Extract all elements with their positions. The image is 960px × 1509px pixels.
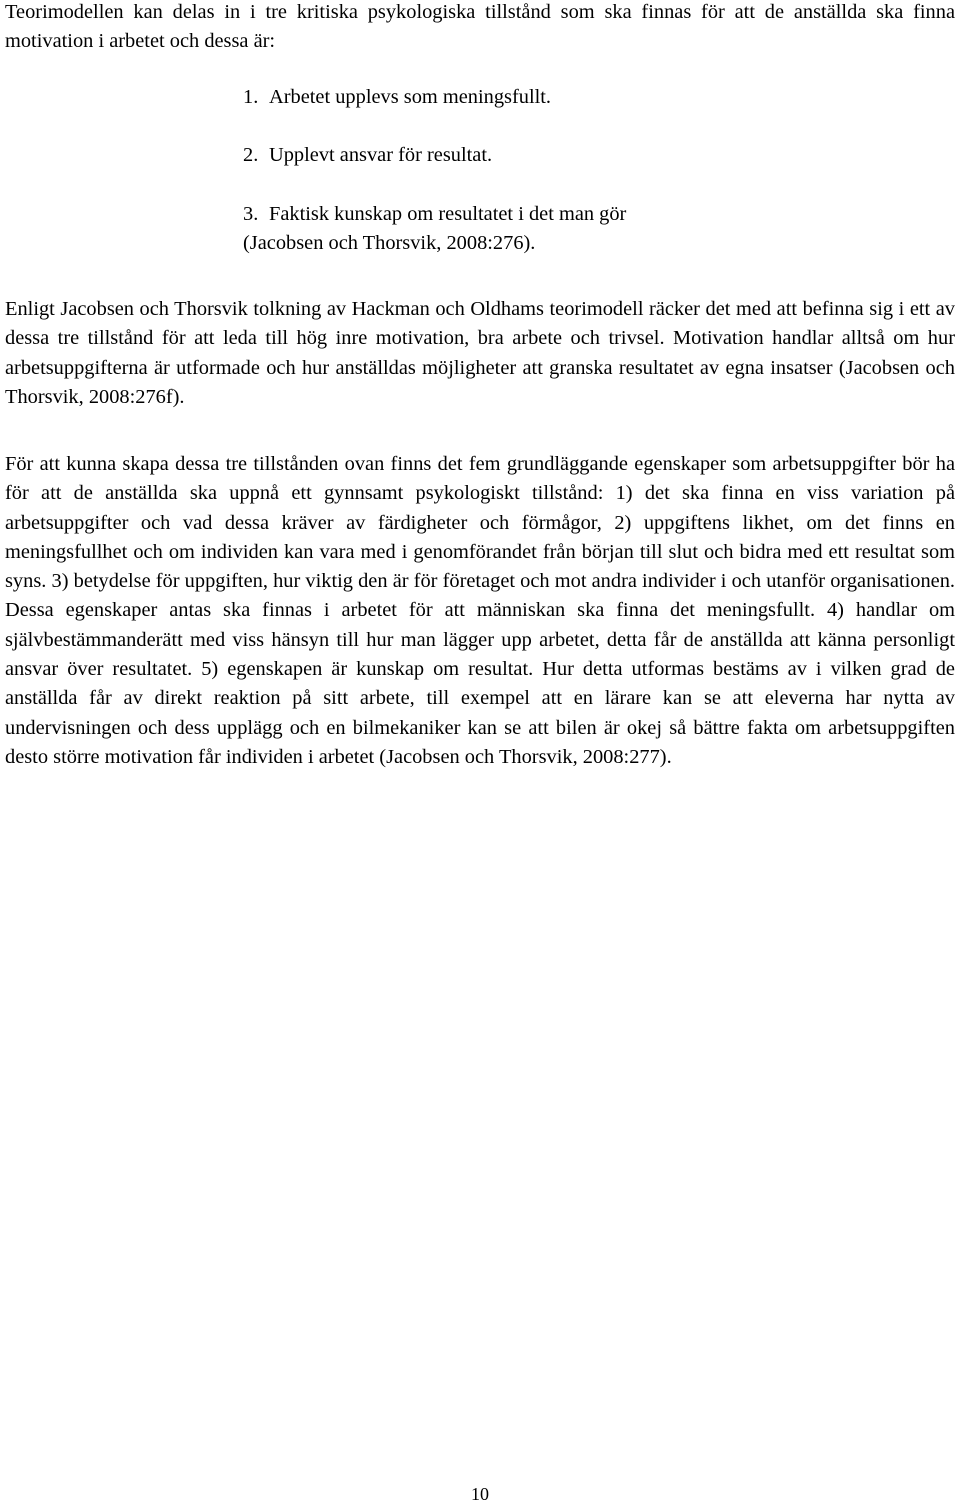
list-item-number: 3. — [243, 202, 259, 225]
list-item — [243, 83, 943, 112]
intro-paragraph: Teorimodellen kan delas in i tre kritiska psykologiska tillstånd som ska finnas för att de anställda ska finna motivation i arbetet och dessa är: — [5, 1, 955, 53]
list-item-text: Arbetet upplevs som meningsfullt. — [269, 86, 552, 108]
list-item — [243, 200, 943, 259]
list-item-number: 2. — [243, 144, 259, 167]
body-paragraph-3: För att kunna skapa dessa tre tillstånden ovan finns det fem grundläggande egenskaper som arbetsuppgifter bör ha för att de anställda ska uppnå ett gynnsamt psykologiskt tillstånd: 1) det ska finna en viss variation på arbetsuppgifter och vad dessa kräver av färdigheter och förmågor, 2) uppgiftens likhet, om det finns en meningsfullhet och om individen kan vara med i genomförandet från början till slut och bidra med ett resultat som syns. 3) betydelse för uppgiften, hur viktig den är för företaget och mot andra individer i och utanför organisationen. Dessa egenskaper antas ska finnas i arbetet för att människan ska finna det meningsfullt. 4) handlar om självbestämmanderätt med viss hänsyn till hur man lägger upp arbetet, detta får de anställda att känna personligt ansvar över resultatet. 5) egenskapen är kunskap om resultat. Hur detta utformas bestäms av i vilken grad de anställda får av direkt reaktion på sitt arbete, till exempel att en lärare kan se att eleverna har nytta av undervisningen och dess upplägg och en bilmekaniker kan se att bilen är okej så bättre fakta om arbetsuppgiften desto större motivation får individen i arbetet (Jacobsen och Thorsvik, 2008:277). — [5, 453, 955, 768]
state-list — [243, 83, 943, 287]
body-paragraph-2: Enligt Jacobsen och Thorsvik tolkning av Hackman och Oldhams teorimodell räcker det med att befinna sig i ett av dessa tre tillstånd för att leda till hög inre motivation, bra arbete och trivsel. Motivation handlar alltså om hur arbetsuppgifterna är utformade och hur anställdas möjligheter att granska resultatet av egna insatser (Jacobsen och Thorsvik, 2008:276f). — [5, 298, 955, 408]
list-item-citation: (Jacobsen och Thorsvik, 2008:276). — [243, 231, 536, 254]
list-item — [243, 141, 943, 170]
list-item-text: Faktisk kunskap om resultatet i det man gör — [269, 202, 627, 225]
page-number: 10 — [471, 1484, 489, 1504]
list-item-text: Upplevt ansvar för resultat. — [269, 144, 493, 167]
list-item-number: 1. — [243, 86, 259, 108]
